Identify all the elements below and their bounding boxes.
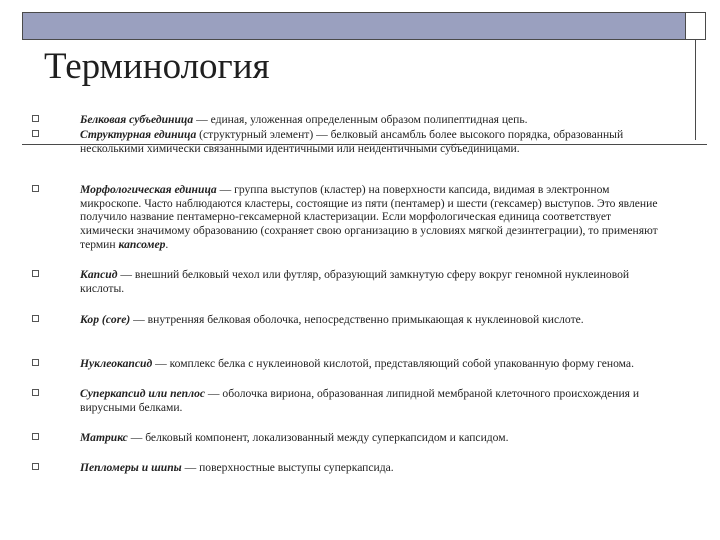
term: Нуклеокапсид [80,357,153,370]
definition: — поверхностные выступы суперкапсида. [181,461,394,474]
list-item [32,268,662,295]
definition-tail: . [165,237,169,251]
square-bullet-icon [32,463,39,470]
definition: — оболочка вириона, образованная липидной мембраной клеточного происхождения и вирусными белками. [80,387,640,414]
square-bullet-icon [32,115,39,122]
term: Белковая субъединица [80,113,194,126]
vertical-rule [695,40,696,140]
term: Суперкапсид или пеплос [80,387,206,400]
term: Капсид [80,268,118,281]
term: Пепломеры и шипы [80,461,182,474]
list-item [32,461,662,475]
square-bullet-icon [32,359,39,366]
term-capsomer: капсомер [118,237,166,251]
square-bullet-icon [32,130,39,137]
title-bar-decoration [22,12,686,40]
term: Структурная единица [80,128,197,141]
term: Матрикс [80,431,128,444]
list-item [32,431,662,445]
list-item [32,387,662,414]
list-item [32,313,662,327]
definition: — внешний белковый чехол или футляр, образующий замкнутую сферу вокруг геномной нуклеиновой кислоты. [80,268,630,295]
corner-box-decoration [686,12,706,40]
list-item [32,357,662,371]
list-item [32,113,662,127]
definition: — внутренняя белковая оболочка, непосредственно примыкающая к нуклеиновой кислоте. [130,313,584,326]
list-item [32,183,662,252]
list-item [32,128,662,155]
square-bullet-icon [32,389,39,396]
definition: — группа выступов (кластер) на поверхности капсида, видимая в электронном микроскопе. Часто наблюдаются кластеры, состоящие из пяти (пентамер) и шести (гексамер) выступов. Это явление получило название пентамерно-гексамерной кластеризации. Если морфологическая единица соответствует химически значимому образованию (сохраняет свою организацию в условиях мягкой дезинтеграции), то применяют термин [80,183,658,251]
square-bullet-icon [32,433,39,440]
definition: (структурный элемент) — белковый ансамбль более высокого порядка, образованный несколькими химически связанными идентичными или неидентичными субъединицами. [80,128,624,155]
square-bullet-icon [32,315,39,322]
page-title: Терминология [44,46,270,87]
definition: — белковый компонент, локализованный между суперкапсидом и капсидом. [127,431,509,444]
definition: — единая, уложенная определенным образом полипептидная цепь. [193,113,528,126]
square-bullet-icon [32,270,39,277]
definition: — комплекс белка с нуклеиновой кислотой, представляющий собой упакованную форму генома. [152,357,634,370]
term: Морфологическая единица [80,183,217,196]
term: Кор (core) [80,313,131,326]
square-bullet-icon [32,185,39,192]
